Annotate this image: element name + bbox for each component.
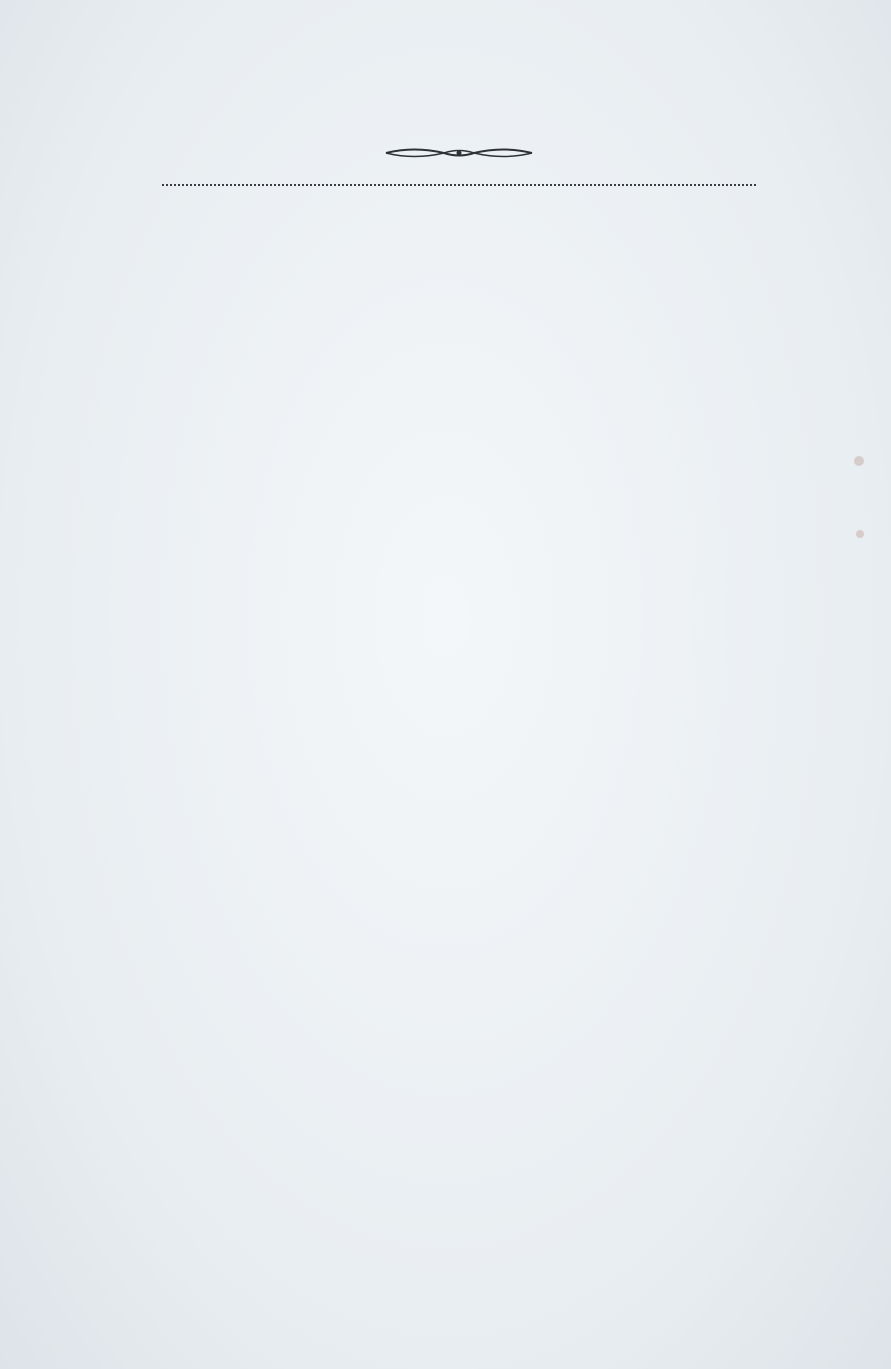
stain-mark	[856, 530, 864, 538]
card-content	[162, 132, 756, 196]
dotted-separator	[162, 184, 756, 186]
ornament-divider	[384, 144, 534, 162]
stain-mark	[854, 456, 864, 466]
